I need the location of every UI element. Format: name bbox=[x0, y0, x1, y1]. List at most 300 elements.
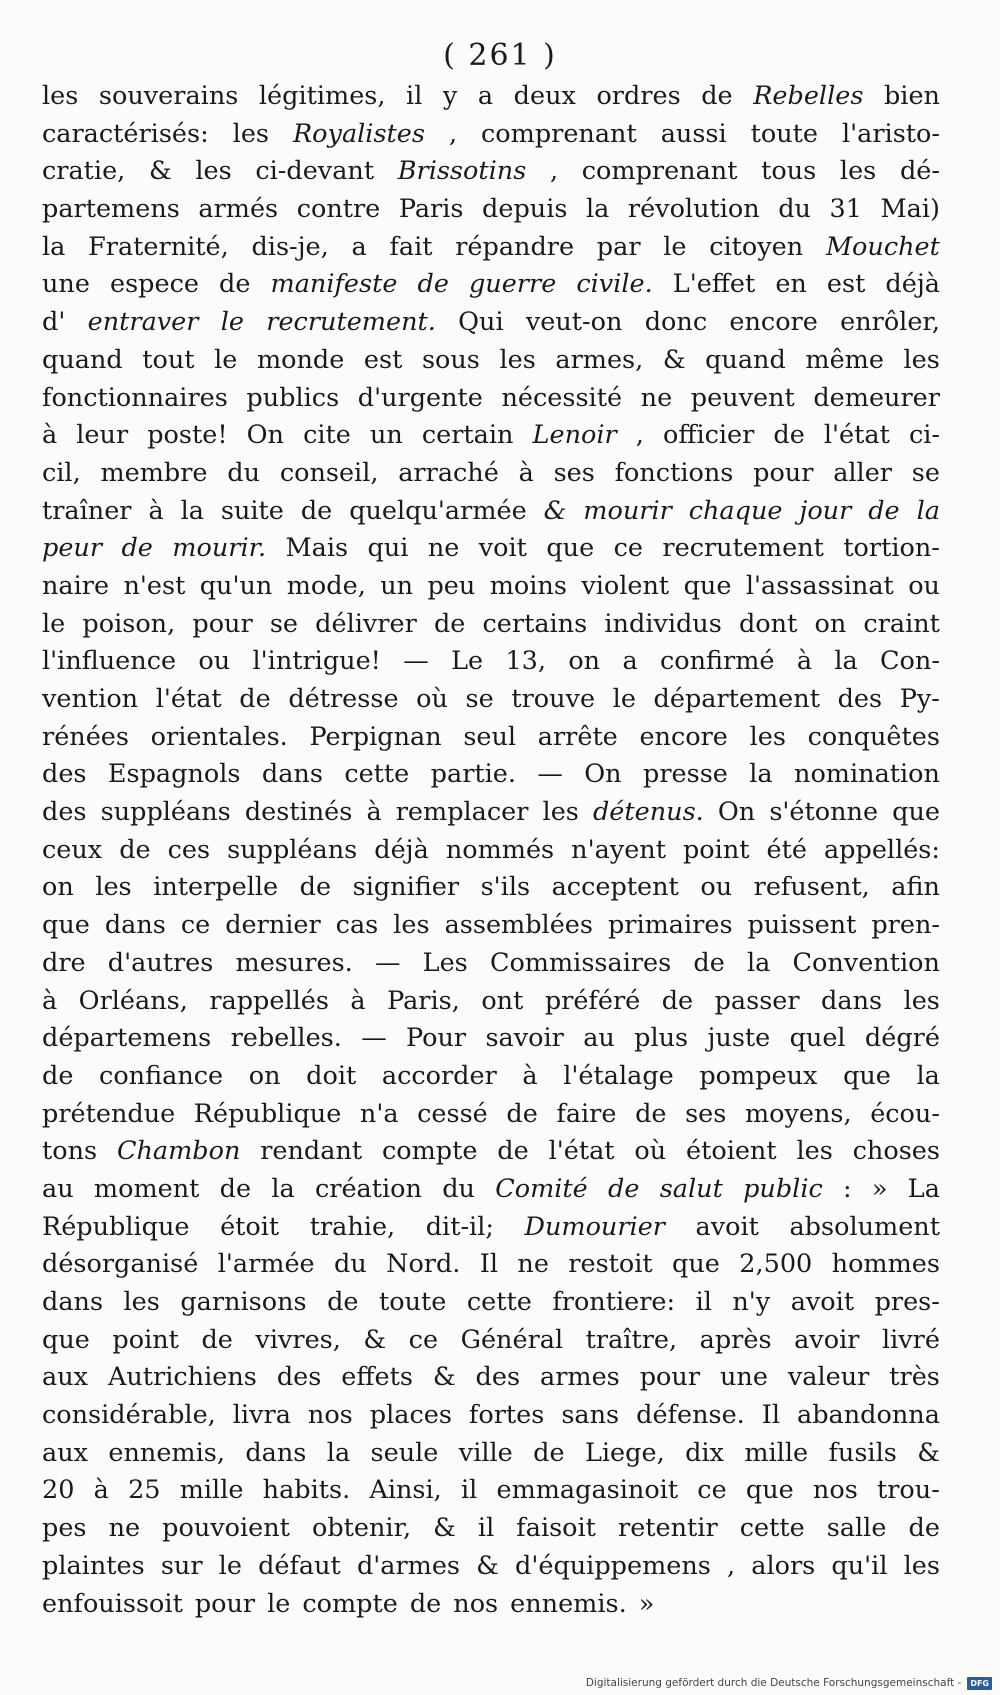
word: cette bbox=[739, 1513, 805, 1544]
word: On bbox=[246, 420, 284, 451]
word: pren- bbox=[871, 910, 940, 941]
word: à bbox=[366, 797, 382, 828]
word: peuvent bbox=[690, 382, 795, 413]
word: de bbox=[773, 420, 805, 451]
text-line bbox=[42, 1435, 940, 1473]
word: ont bbox=[481, 985, 524, 1016]
word: très bbox=[889, 1362, 940, 1393]
word: les bbox=[903, 1550, 940, 1581]
italic-word: Mouchet bbox=[825, 231, 940, 262]
word: valeur bbox=[787, 1362, 870, 1393]
word: peu bbox=[427, 570, 476, 601]
italic-word: recrutement. bbox=[266, 307, 436, 338]
word: ce bbox=[697, 1475, 727, 1506]
word: que bbox=[843, 1060, 891, 1091]
text-line bbox=[42, 1472, 940, 1510]
word: nos bbox=[307, 1400, 353, 1431]
word: quand bbox=[705, 344, 786, 375]
word: la bbox=[749, 759, 773, 790]
text-line bbox=[42, 719, 940, 757]
word: dé- bbox=[899, 156, 940, 187]
word: nomination bbox=[794, 759, 940, 790]
word: ces bbox=[167, 834, 211, 865]
text-line bbox=[42, 681, 940, 719]
word: Mais bbox=[285, 533, 349, 564]
word: emmagasinoit bbox=[496, 1475, 679, 1506]
word: est bbox=[826, 269, 866, 300]
word: n'ayent bbox=[571, 834, 666, 865]
italic-word: la bbox=[916, 495, 940, 526]
word: de bbox=[327, 1287, 359, 1317]
word: Convention bbox=[792, 947, 940, 978]
word: trouve bbox=[511, 684, 596, 714]
word: nécessité bbox=[501, 382, 623, 413]
word: dre bbox=[42, 947, 86, 978]
word: refusent, bbox=[753, 872, 870, 903]
italic-word: civile. bbox=[576, 269, 653, 300]
word: la bbox=[326, 1437, 351, 1468]
text-line bbox=[42, 266, 940, 304]
italic-word: de bbox=[868, 495, 900, 526]
word: retentir bbox=[618, 1513, 718, 1544]
word: — bbox=[537, 759, 563, 790]
word: l'intrigue! bbox=[252, 646, 381, 677]
word: arrête bbox=[537, 721, 618, 752]
text-line bbox=[42, 1020, 940, 1058]
word: les bbox=[903, 985, 940, 1016]
word: de bbox=[219, 1173, 252, 1204]
word: étoit bbox=[220, 1211, 280, 1242]
word: moins bbox=[489, 570, 567, 601]
word: de bbox=[409, 1588, 442, 1619]
word: confirmé bbox=[659, 646, 775, 677]
word: un bbox=[380, 570, 414, 601]
word: des bbox=[42, 797, 87, 828]
word: On bbox=[584, 759, 622, 790]
word: interpelle bbox=[153, 872, 279, 903]
word: les bbox=[839, 156, 877, 187]
word: le bbox=[214, 344, 238, 375]
word: destinés bbox=[244, 797, 353, 828]
italic-word: Brissotins bbox=[397, 156, 527, 187]
word: Il bbox=[761, 1400, 781, 1431]
text-line bbox=[42, 568, 940, 606]
word: hommes bbox=[831, 1249, 940, 1280]
word: — bbox=[403, 646, 429, 677]
word: mille bbox=[179, 1475, 244, 1506]
italic-word: manifeste bbox=[270, 269, 398, 300]
word: vivres, bbox=[255, 1324, 341, 1355]
text-line bbox=[42, 229, 940, 267]
word: Pour bbox=[406, 1023, 467, 1054]
word: de bbox=[661, 985, 694, 1016]
word: appellés: bbox=[823, 834, 940, 865]
word: 31 bbox=[829, 194, 862, 225]
word: acceptent bbox=[551, 872, 679, 903]
word: dans bbox=[821, 985, 883, 1016]
word: a bbox=[351, 231, 367, 262]
italic-word: chaque bbox=[688, 495, 783, 526]
word: comprenant bbox=[581, 156, 738, 187]
word: défense. bbox=[636, 1400, 745, 1431]
word: n'a bbox=[359, 1098, 399, 1129]
word: ci-devant bbox=[255, 156, 375, 187]
word: ennemis. bbox=[510, 1588, 627, 1619]
word: de bbox=[299, 872, 332, 903]
word: qui bbox=[367, 533, 409, 564]
word: à bbox=[350, 985, 366, 1016]
word: signifier bbox=[352, 872, 460, 903]
text-line bbox=[42, 1397, 940, 1435]
word: cette bbox=[466, 1287, 532, 1317]
text-line bbox=[42, 1510, 940, 1548]
italic-word: mourir. bbox=[172, 533, 267, 564]
text-line bbox=[42, 380, 940, 418]
word: de bbox=[908, 1513, 940, 1544]
word: que bbox=[42, 1324, 90, 1355]
word: officier bbox=[662, 420, 755, 451]
word: veut-on bbox=[525, 307, 623, 338]
word: & bbox=[917, 1437, 940, 1468]
word: Orléans, bbox=[78, 985, 188, 1016]
italic-word: Comité bbox=[495, 1173, 588, 1204]
body-text bbox=[42, 78, 940, 1623]
text-line bbox=[42, 493, 940, 531]
word: quelqu'armée bbox=[349, 495, 527, 526]
word: dont bbox=[738, 608, 798, 639]
word: ses bbox=[553, 457, 595, 488]
text-line bbox=[42, 945, 940, 983]
word: citoyen bbox=[709, 231, 804, 262]
word: vention bbox=[42, 684, 139, 714]
word: on bbox=[568, 646, 601, 677]
text-line bbox=[42, 153, 940, 191]
word: presse bbox=[643, 759, 728, 790]
italic-word: salut bbox=[659, 1173, 723, 1204]
word: de bbox=[219, 269, 251, 300]
word: défaut bbox=[258, 1550, 341, 1581]
word: absolument bbox=[789, 1211, 940, 1242]
italic-word: de bbox=[417, 269, 449, 300]
word: ennemis, bbox=[108, 1437, 225, 1468]
dfg-logo-icon: DFG bbox=[967, 1677, 992, 1690]
word: ci- bbox=[908, 420, 940, 451]
text-line bbox=[42, 78, 940, 116]
word: déjà bbox=[885, 269, 940, 300]
word: faisoit bbox=[516, 1513, 596, 1544]
word: l'étalage bbox=[563, 1060, 674, 1091]
word: afin bbox=[891, 872, 940, 903]
word: au bbox=[42, 1173, 74, 1204]
text-line bbox=[42, 417, 940, 455]
word: » bbox=[638, 1588, 655, 1619]
word: Con- bbox=[880, 646, 940, 677]
word: ceux bbox=[42, 834, 103, 865]
word: , bbox=[727, 1550, 736, 1581]
word: suite bbox=[220, 495, 284, 526]
word: la bbox=[271, 1173, 295, 1204]
credit-text: Digitalisierung gefördert durch die Deutsche Forschungsgemeinschaft - bbox=[585, 1677, 962, 1689]
word: de bbox=[701, 81, 733, 111]
word: leur bbox=[76, 420, 129, 451]
word: sous bbox=[421, 344, 480, 375]
word: rebelles. bbox=[230, 1023, 342, 1054]
word: 2,500 bbox=[739, 1249, 813, 1280]
word: que bbox=[546, 533, 595, 564]
word: On bbox=[717, 797, 756, 828]
italic-word: Dumourier bbox=[524, 1211, 665, 1242]
word: département bbox=[653, 684, 820, 714]
word: été bbox=[766, 834, 807, 865]
digitization-credit bbox=[586, 1674, 992, 1692]
word: où bbox=[416, 684, 448, 714]
word: les bbox=[749, 721, 786, 752]
word: du bbox=[442, 1173, 475, 1204]
word: espece bbox=[110, 269, 199, 300]
word: ne bbox=[427, 533, 460, 564]
text-line bbox=[42, 794, 940, 832]
word: puissent bbox=[747, 910, 857, 941]
word: livré bbox=[881, 1324, 940, 1355]
text-line bbox=[42, 1284, 940, 1322]
word: de bbox=[119, 834, 151, 865]
word: a bbox=[477, 81, 494, 111]
word: après bbox=[699, 1324, 772, 1355]
word: à bbox=[42, 420, 58, 451]
word: depuis bbox=[482, 194, 568, 225]
word: bien bbox=[883, 81, 940, 111]
word: on bbox=[248, 1060, 281, 1091]
word: plus bbox=[634, 1023, 689, 1054]
word: rendant bbox=[260, 1136, 363, 1167]
word: dis-je, bbox=[251, 231, 329, 262]
word: considérable, bbox=[42, 1400, 216, 1431]
word: certains bbox=[482, 608, 588, 639]
word: ce bbox=[408, 1324, 439, 1355]
word: aux bbox=[42, 1362, 89, 1393]
word: , bbox=[635, 420, 644, 451]
word: le bbox=[663, 231, 687, 262]
italic-word: de bbox=[608, 1173, 640, 1204]
word: la bbox=[746, 947, 771, 978]
word: à bbox=[796, 646, 813, 677]
word: d'urgente bbox=[357, 382, 483, 413]
word: qu'un bbox=[199, 570, 273, 601]
word: conseil, bbox=[279, 457, 379, 488]
word: de bbox=[635, 1098, 667, 1129]
word: toute bbox=[379, 1287, 447, 1317]
word: voit bbox=[478, 533, 527, 564]
word: abandonna bbox=[797, 1400, 940, 1431]
word: orientales. bbox=[150, 721, 288, 752]
text-line bbox=[42, 304, 940, 342]
word: ne bbox=[517, 1249, 549, 1280]
word: l'influence bbox=[42, 646, 177, 677]
italic-word: détenus. bbox=[592, 797, 704, 828]
word: à bbox=[148, 495, 164, 526]
word: enfouissoit bbox=[42, 1588, 183, 1619]
word: ou bbox=[908, 570, 940, 601]
word: est bbox=[363, 344, 403, 375]
word: départemens bbox=[42, 1023, 212, 1054]
word: pour bbox=[192, 608, 253, 639]
word: le bbox=[42, 608, 66, 639]
text-line bbox=[42, 191, 940, 229]
text-line bbox=[42, 1133, 940, 1171]
word: Perpignan bbox=[309, 721, 442, 752]
word: craint bbox=[863, 608, 940, 639]
word: donc bbox=[644, 307, 708, 338]
italic-word: Royalistes bbox=[292, 118, 425, 149]
word: n'est bbox=[123, 570, 186, 601]
word: & bbox=[662, 344, 686, 375]
word: les bbox=[232, 118, 270, 149]
italic-word: le bbox=[220, 307, 244, 338]
word: ou bbox=[198, 646, 231, 677]
italic-word: public bbox=[743, 1173, 823, 1204]
word: une bbox=[42, 269, 90, 300]
word: ses bbox=[685, 1098, 727, 1129]
text-line bbox=[42, 1548, 940, 1586]
word: des bbox=[276, 1362, 322, 1393]
word: & bbox=[148, 156, 172, 187]
word: que bbox=[683, 570, 732, 601]
word: d'armes bbox=[356, 1550, 461, 1581]
word: l'état bbox=[823, 420, 890, 451]
word: mode, bbox=[286, 570, 366, 601]
word: à bbox=[93, 1475, 109, 1506]
word: ville bbox=[458, 1437, 513, 1468]
word: pour bbox=[639, 1362, 701, 1393]
word: pouvoient bbox=[162, 1513, 290, 1544]
word: déjà bbox=[374, 834, 429, 865]
word: le bbox=[218, 1550, 242, 1581]
word: en bbox=[775, 269, 807, 300]
text-line bbox=[42, 455, 940, 493]
italic-word: mourir bbox=[583, 495, 672, 526]
word: se bbox=[465, 684, 494, 714]
word: habits. bbox=[262, 1475, 351, 1506]
word: de bbox=[533, 1437, 565, 1468]
word: dix bbox=[685, 1437, 724, 1468]
word: livra bbox=[232, 1400, 291, 1431]
word: Il bbox=[479, 1249, 499, 1280]
word: & bbox=[363, 1324, 387, 1355]
word: membre bbox=[100, 457, 208, 488]
word: par bbox=[596, 231, 641, 262]
word: n'y bbox=[732, 1287, 771, 1317]
word: confiance bbox=[99, 1060, 224, 1091]
word: ce bbox=[180, 910, 211, 941]
word: que bbox=[42, 910, 90, 941]
word: armés bbox=[198, 194, 279, 225]
word: mesures. bbox=[235, 947, 353, 978]
word: la bbox=[916, 1060, 940, 1091]
word: tous bbox=[761, 156, 817, 187]
word: le bbox=[612, 684, 636, 714]
word: aller bbox=[833, 457, 892, 488]
word: des bbox=[42, 759, 87, 790]
word: à bbox=[522, 1060, 538, 1091]
word: Général bbox=[460, 1324, 564, 1355]
word: ou bbox=[700, 872, 733, 903]
word: nos bbox=[812, 1475, 858, 1506]
word: désorganisé bbox=[42, 1249, 199, 1280]
word: délivrer bbox=[315, 608, 417, 639]
word: frontiere: bbox=[552, 1287, 676, 1317]
word: il bbox=[477, 1513, 495, 1544]
word: a bbox=[622, 646, 638, 677]
word: fonctions bbox=[614, 457, 734, 488]
word: toute bbox=[750, 118, 819, 149]
word: cite bbox=[303, 420, 351, 451]
word: la bbox=[42, 231, 66, 262]
word: tortion- bbox=[843, 533, 940, 564]
word: Le bbox=[451, 646, 484, 677]
word: un bbox=[369, 420, 403, 451]
word: — bbox=[361, 1023, 387, 1054]
word: l'armée bbox=[217, 1249, 315, 1280]
word: de bbox=[300, 495, 333, 526]
word: armes, bbox=[555, 344, 644, 375]
word: encore bbox=[639, 721, 728, 752]
word: quel bbox=[789, 1023, 846, 1054]
word: étoient bbox=[686, 1136, 777, 1167]
word: la bbox=[834, 646, 858, 677]
word: l'état bbox=[155, 684, 222, 714]
word: préféré bbox=[544, 985, 641, 1016]
word: point bbox=[112, 1324, 179, 1355]
word: contre bbox=[296, 194, 381, 225]
word: l'état bbox=[548, 1136, 615, 1167]
word: les bbox=[393, 910, 430, 941]
word: primaires bbox=[607, 910, 733, 941]
italic-word: & bbox=[543, 495, 567, 526]
word: moyens, bbox=[744, 1098, 852, 1129]
word: Py- bbox=[899, 684, 940, 714]
word: armes bbox=[540, 1362, 620, 1393]
word: du bbox=[227, 457, 261, 488]
word: cil, bbox=[42, 457, 81, 488]
word: dans bbox=[261, 759, 323, 790]
text-line bbox=[42, 756, 940, 794]
text-line bbox=[42, 606, 940, 644]
word: écou- bbox=[870, 1098, 940, 1129]
word: certain bbox=[421, 420, 514, 451]
word: les bbox=[903, 344, 940, 375]
word: où bbox=[634, 1136, 667, 1167]
word: L'effet bbox=[672, 269, 756, 300]
text-line bbox=[42, 1322, 940, 1360]
word: de bbox=[693, 947, 725, 978]
word: pes bbox=[42, 1513, 87, 1544]
word: pres- bbox=[874, 1287, 940, 1317]
word: on bbox=[42, 872, 74, 903]
word: d'autres bbox=[107, 947, 214, 978]
word: les bbox=[195, 156, 232, 187]
italic-word: de bbox=[121, 533, 153, 564]
word: s'étonne bbox=[769, 797, 879, 828]
word: Nord. bbox=[386, 1249, 461, 1280]
text-line bbox=[42, 907, 940, 945]
text-line bbox=[42, 530, 940, 568]
word: & bbox=[432, 1362, 456, 1393]
word: cas bbox=[335, 910, 379, 941]
word: recrutement bbox=[662, 533, 824, 564]
word: : bbox=[843, 1173, 852, 1204]
word: caractérisés: bbox=[42, 118, 209, 149]
word: La bbox=[907, 1173, 940, 1204]
